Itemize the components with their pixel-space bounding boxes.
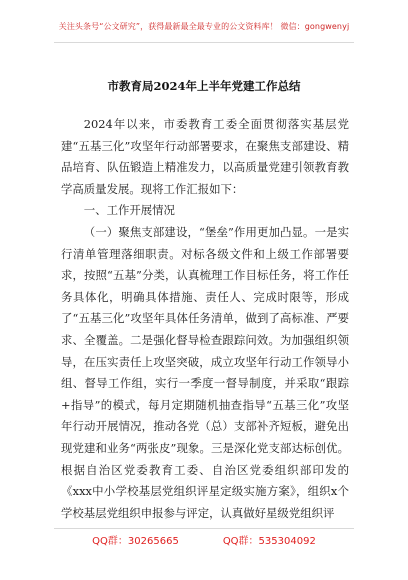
header-banner: 关注头条号“公文研究”，获得最新最全最专业的公文资料库！ 微信：gongwenyj bbox=[58, 22, 350, 31]
document-body bbox=[61, 114, 349, 524]
body-paragraph: （一）聚焦支部建设，“堡垒”作用更加凸显。一是实行清单管理落细职责。对标各级文件和上级工作部署要求，按照“五基”分类，认真梳理工作目标任务，将工作任务具体化，明确具体措施、责任人、完成时限等，形成了“五基三化”攻坚年具体任务清单，做到了高标准、严要求、全覆盖。二是强化督导检查跟踪问效。为加强组织领导，在压实责任上攻坚突破，成立攻坚年行动工作领导小组、督导工作组，实行一季度一督导制度，并采取“跟踪+指导”的模式，每月定期随机抽查指导“五基三化”攻坚年行动开展情况，推动各党（总）支部补齐短板，避免出现党建和业务“两张皮”现象。三是深化党支部达标创优。根据自治区党委教育工委、自治区党委组织部印发的《xxx中小学校基层党组织评星定级实施方案》，组织x个学校基层党组织申报参与评定，认真做好星级党组织评 bbox=[61, 224, 349, 520]
footer-qq-group-1: QQ群：30265665 bbox=[92, 536, 179, 547]
header-divider bbox=[54, 42, 354, 43]
document-title: 市教育局2024年上半年党建工作总结 bbox=[107, 79, 301, 93]
footer-divider bbox=[54, 528, 354, 529]
footer-contact bbox=[0, 532, 408, 547]
intro-paragraph: 2024年以来，市委教育工委全面贯彻落实基层党建“五基三化”攻坚年行动部署要求，在聚焦支部建设、精品培育、队伍锻造上精准发力，以高质量党建引领教育教学高质量发展。现将工作汇报如下： bbox=[61, 117, 349, 196]
section-heading: 一、工作开展情况 bbox=[83, 203, 175, 218]
footer-qq-group-2: QQ群：535304092 bbox=[222, 536, 316, 547]
